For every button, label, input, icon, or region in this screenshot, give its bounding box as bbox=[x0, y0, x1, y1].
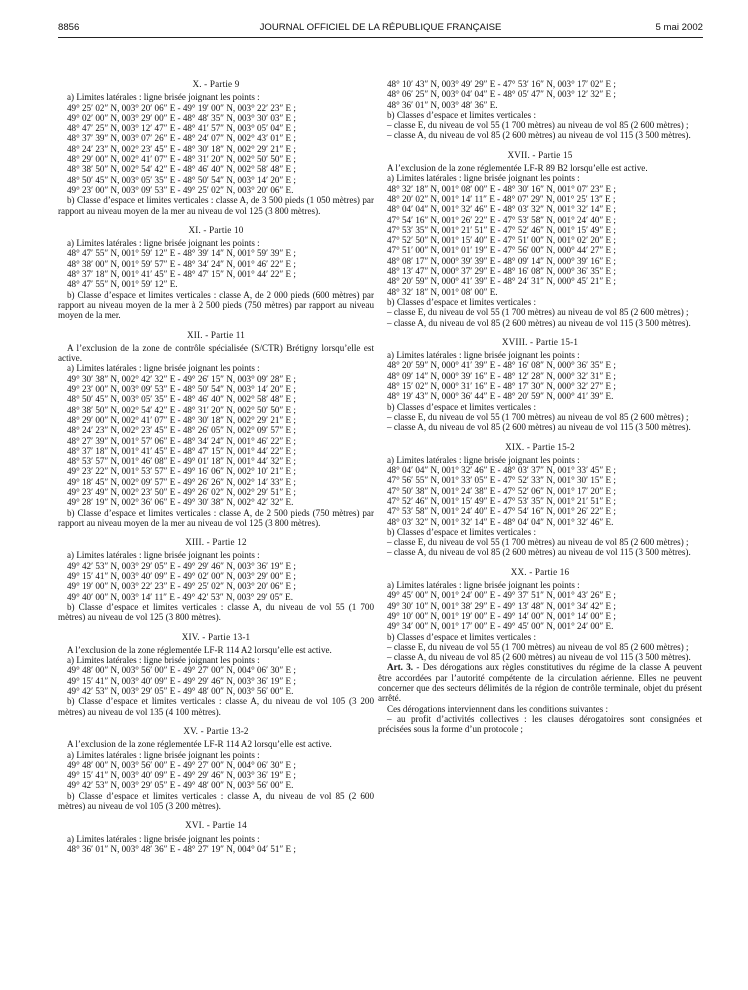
paragraph: b) Classe d’espace et limites verticales : classe A, du niveau de vol 105 (3 200 mètres) au niveau de vol 135 (4 100 mètres). bbox=[58, 696, 374, 717]
text-line: 49° 25′ 02″ N, 003° 20′ 06″ E - 49° 19′ 00″ N, 003° 22′ 23″ E ; bbox=[67, 102, 296, 113]
text-line: 49° 23′ 00″ N, 003° 09′ 53″ E - 48° 50′ 54″ N, 003° 14′ 20″ E ; bbox=[67, 384, 296, 395]
text-line: b) Classes d’espace et limites verticales : bbox=[387, 526, 536, 537]
text-line: 48° 06′ 25″ N, 003° 04′ 04″ E - 48° 05′ 47″ N, 003° 12′ 32″ E ; bbox=[387, 89, 616, 100]
text-line: 49° 18′ 45″ N, 002° 09′ 57″ E - 49° 26′ 26″ N, 002° 14′ 33″ E ; bbox=[67, 476, 296, 487]
paragraph: – classe E, du niveau de vol 55 (1 700 mètres) au niveau de vol 85 (2 600 mètres) ; bbox=[387, 537, 689, 548]
right-column bbox=[378, 79, 702, 735]
text-line: 49° 15′ 41″ N, 003° 40′ 09″ E - 49° 29′ 46″ N, 003° 36′ 19″ E ; bbox=[67, 770, 296, 781]
paragraph: – classe A, du niveau de vol 85 (2 600 mètres) au niveau de vol 115 (3 500 mètres). bbox=[387, 422, 691, 433]
text-line: a) Limites latérales : ligne brisée joignant les points : bbox=[67, 92, 260, 103]
text-line: 48° 53′ 57″ N, 001° 46′ 08″ E - 49° 01′ 18″ N, 001° 44′ 32″ E ; bbox=[67, 456, 296, 467]
text-line: 48° 32′ 18″ N, 001° 08′ 00″ E - 48° 30′ 16″ N, 001° 07′ 23″ E ; bbox=[387, 183, 616, 194]
text-line: a) Limites latérales : ligne brisée joignant les points : bbox=[387, 580, 580, 591]
text-line: 49° 30′ 10″ N, 001° 38′ 29″ E - 49° 13′ 48″ N, 001° 34′ 42″ E ; bbox=[387, 600, 616, 611]
paragraph: b) Classe d’espace et limites verticales : classe A, de 2 000 pieds (600 mètres) par rapport au niveau moyen de la mer à 2 500 pieds (750 mètres) par rapport au niveau moyen de la mer. bbox=[58, 289, 374, 321]
paragraph: A l’exclusion de la zone réglementée LF-R 114 A2 lorsqu’elle est active. bbox=[67, 739, 332, 750]
text-line: 48° 36′ 01″ N, 003° 48′ 36″ E - 48° 27′ 19″ N, 004° 04′ 51″ E ; bbox=[67, 843, 296, 854]
section-title: XIV. - Partie 13-1 bbox=[181, 631, 251, 642]
section-title: XV. - Partie 13-2 bbox=[183, 725, 249, 736]
journal-title: JOURNAL OFFICIEL DE LA RÉPUBLIQUE FRANÇAISE bbox=[259, 22, 502, 33]
paragraph: – classe A, du niveau de vol 85 (2 600 mètres) au niveau de vol 115 (3 500 mètres). bbox=[387, 652, 691, 663]
text-line: 49° 42′ 53″ N, 003° 29′ 05″ E - 49° 48′ 00″ N, 003° 56′ 00″ E. bbox=[67, 780, 294, 791]
text-line: 49° 42′ 53″ N, 003° 29′ 05″ E - 49° 29′ 46″ N, 003° 36′ 19″ E ; bbox=[67, 560, 296, 571]
text-line: 47° 56′ 55″ N, 001° 33′ 05″ E - 47° 52′ 33″ N, 001° 30′ 15″ E ; bbox=[387, 475, 616, 486]
text-line: 49° 28′ 19″ N, 002° 36′ 06″ E - 49° 30′ 38″ N, 002° 42′ 32″ E. bbox=[67, 497, 294, 508]
header-rule bbox=[58, 37, 703, 38]
text-line: 48° 50′ 45″ N, 003° 05′ 35″ E - 48° 46′ 40″ N, 002° 58′ 48″ E ; bbox=[67, 394, 296, 405]
text-line: 48° 15′ 02″ N, 000° 31′ 16″ E - 48° 17′ 30″ N, 000° 32′ 27″ E ; bbox=[387, 381, 616, 392]
text-line: 49° 30′ 38″ N, 002° 42′ 32″ E - 49° 26′ 15″ N, 003° 09′ 28″ E ; bbox=[67, 373, 296, 384]
text-line: a) Limites latérales : ligne brisée joignant les points : bbox=[387, 454, 580, 465]
paragraph: Ces dérogations interviennent dans les conditions suivantes : bbox=[387, 703, 608, 714]
text-line: 48° 13′ 47″ N, 000° 37′ 29″ E - 48° 16′ 08″ N, 000° 36′ 35″ E ; bbox=[387, 266, 616, 277]
left-column bbox=[58, 79, 374, 854]
text-line: 48° 09′ 14″ N, 000° 39′ 16″ E - 48° 12′ 28″ N, 000° 32′ 31″ E ; bbox=[387, 370, 616, 381]
text-line: 48° 29′ 00″ N, 002° 41′ 07″ E - 48° 31′ 20″ N, 002° 50′ 50″ E ; bbox=[67, 154, 296, 165]
section-title: XX. - Partie 16 bbox=[510, 566, 570, 577]
text-line: 48° 47′ 55″ N, 001° 59′ 12″ E. bbox=[67, 279, 178, 290]
paragraph: – classe E, du niveau de vol 55 (1 700 mètres) au niveau de vol 85 (2 600 mètres) ; bbox=[387, 641, 689, 652]
section-title: XVII. - Partie 15 bbox=[507, 149, 573, 160]
text-line: a) Limites latérales : ligne brisée joignant les points : bbox=[67, 749, 260, 760]
text-line: 48° 47′ 25″ N, 003° 12′ 47″ E - 48° 41′ 57″ N, 003° 05′ 04″ E ; bbox=[67, 123, 296, 134]
text-line: a) Limites latérales : ligne brisée joignant les points : bbox=[67, 363, 260, 374]
text-line: 48° 38′ 00″ N, 001° 59′ 57″ E - 48° 34′ 24″ N, 001° 46′ 22″ E ; bbox=[67, 258, 296, 269]
text-line: 48° 20′ 59″ N, 000° 41′ 39″ E - 48° 16′ 08″ N, 000° 36′ 35″ E ; bbox=[387, 360, 616, 371]
text-line: 47° 53′ 58″ N, 001° 24′ 40″ E - 47° 54′ 16″ N, 001° 26′ 22″ E ; bbox=[387, 506, 616, 517]
text-line: 49° 45′ 00″ N, 001° 24′ 00″ E - 49° 37′ 51″ N, 001° 43′ 26″ E ; bbox=[387, 590, 616, 601]
text-line: b) Classes d’espace et limites verticales : bbox=[387, 109, 536, 120]
paragraph: b) Classe d’espace et limites verticales : classe A, de 3 500 pieds (1 050 mètres) par rapport au niveau moyen de la mer au niveau de vol 125 (3 800 mètres). bbox=[58, 195, 374, 216]
text-line: 48° 37′ 39″ N, 003° 07′ 26″ E - 48° 24′ 07″ N, 002° 43′ 01″ E ; bbox=[67, 133, 296, 144]
text-line: 48° 10′ 43″ N, 003° 49′ 29″ E - 47° 53′ 16″ N, 003° 17′ 02″ E ; bbox=[387, 79, 616, 89]
text-line: 48° 36′ 01″ N, 003° 48′ 36″ E. bbox=[387, 99, 498, 110]
article-label: Art. 3. bbox=[387, 662, 414, 673]
text-line: 48° 08′ 17″ N, 000° 39′ 39″ E - 48° 09′ 14″ N, 000° 39′ 16″ E ; bbox=[387, 255, 616, 266]
text-line: 48° 32′ 18″ N, 001° 08′ 00″ E. bbox=[387, 286, 498, 297]
text-line: 49° 23′ 00″ N, 003° 09′ 53″ E - 49° 25′ 02″ N, 003° 20′ 06″ E. bbox=[67, 184, 294, 195]
text-line: 47° 51′ 00″ N, 001° 01′ 19″ E - 47° 56′ 00″ N, 000° 44′ 27″ E ; bbox=[387, 245, 616, 256]
text-line: 48° 50′ 45″ N, 003° 05′ 35″ E - 48° 50′ 54″ N, 003° 14′ 20″ E ; bbox=[67, 174, 296, 185]
paragraph: – classe E, du niveau de vol 55 (1 700 mètres) au niveau de vol 85 (2 600 mètres) ; bbox=[387, 120, 689, 131]
text-line: 49° 10′ 00″ N, 001° 19′ 00″ E - 49° 14′ 00″ N, 001° 14′ 00″ E ; bbox=[387, 610, 616, 621]
section-title: X. - Partie 9 bbox=[192, 79, 240, 89]
text-line: 48° 04′ 04″ N, 001° 32′ 46″ E - 48° 03′ 32″ N, 001° 32′ 14″ E ; bbox=[387, 204, 616, 215]
text-line: 49° 48′ 00″ N, 003° 56′ 00″ E - 49° 27′ 00″ N, 004° 06′ 30″ E ; bbox=[67, 759, 296, 770]
page-number: 8856 bbox=[58, 22, 80, 33]
paragraph: A l’exclusion de la zone réglementée LF-R 89 B2 lorsqu’elle est active. bbox=[387, 163, 648, 174]
text-line: 48° 24′ 23″ N, 002° 23′ 45″ E - 48° 26′ 05″ N, 002° 09′ 57″ E ; bbox=[67, 425, 296, 436]
paragraph: b) Classe d’espace et limites verticales : classe A, du niveau de vol 55 (1 700 mètres) au niveau de vol 125 (3 800 mètres). bbox=[58, 601, 374, 623]
text-line: a) Limites latérales : ligne brisée joignant les points : bbox=[387, 350, 580, 361]
section-title: XIX. - Partie 15-2 bbox=[505, 441, 575, 452]
article-paragraph bbox=[378, 662, 702, 703]
text-line: 49° 34′ 00″ N, 001° 17′ 00″ E - 49° 45′ 00″ N, 001° 24′ 00″ E. bbox=[387, 621, 614, 632]
text-line: 48° 37′ 18″ N, 001° 41′ 45″ E - 48° 47′ 15″ N, 001° 44′ 22″ E ; bbox=[67, 445, 296, 456]
text-line: 47° 52′ 50″ N, 001° 15′ 40″ E - 47° 51′ 00″ N, 001° 02′ 20″ E ; bbox=[387, 235, 616, 246]
text-line: b) Classes d’espace et limites verticales : bbox=[387, 631, 536, 642]
paragraph: – classe E, du niveau de vol 55 (1 700 mètres) au niveau de vol 85 (2 600 mètres) ; bbox=[387, 307, 689, 318]
text-line: 49° 15′ 41″ N, 003° 40′ 09″ E - 49° 29′ 46″ N, 003° 36′ 19″ E ; bbox=[67, 675, 296, 686]
text-line: 48° 03′ 32″ N, 001° 32′ 14″ E - 48° 04′ 04″ N, 001° 32′ 46″ E. bbox=[387, 516, 614, 527]
text-line: a) Limites latérales : ligne brisée joignant les points : bbox=[387, 173, 580, 184]
text-line: 48° 38′ 50″ N, 002° 54′ 42″ E - 48° 31′ 20″ N, 002° 50′ 50″ E ; bbox=[67, 404, 296, 415]
text-line: a) Limites latérales : ligne brisée joignant les points : bbox=[67, 550, 260, 561]
text-line: a) Limites latérales : ligne brisée joignant les points : bbox=[67, 833, 260, 844]
text-line: 48° 37′ 18″ N, 001° 41′ 45″ E - 48° 47′ 15″ N, 001° 44′ 22″ E ; bbox=[67, 269, 296, 280]
text-line: 49° 48′ 00″ N, 003° 56′ 00″ E - 49° 27′ 00″ N, 004° 06′ 30″ E ; bbox=[67, 665, 296, 676]
text-line: 48° 20′ 59″ N, 000° 41′ 39″ E - 48° 24′ 31″ N, 000° 45′ 21″ E ; bbox=[387, 276, 616, 287]
paragraph: – classe A, du niveau de vol 85 (2 600 mètres) au niveau de vol 115 (3 500 mètres). bbox=[387, 130, 691, 141]
text-line: b) Classes d’espace et limites verticales : bbox=[387, 401, 536, 412]
section-title: XVI. - Partie 14 bbox=[185, 820, 247, 831]
paragraph: – classe A, du niveau de vol 85 (2 600 mètres) au niveau de vol 115 (3 500 mètres). bbox=[387, 547, 691, 558]
text-line: b) Classes d’espace et limites verticales : bbox=[387, 296, 536, 307]
text-line: a) Limites latérales : ligne brisée joignant les points : bbox=[67, 238, 260, 249]
paragraph: A l’exclusion de la zone réglementée LF-R 114 A2 lorsqu’elle est active. bbox=[67, 644, 332, 655]
paragraph: – classe A, du niveau de vol 85 (2 600 mètres) au niveau de vol 115 (3 500 mètres). bbox=[387, 317, 691, 328]
text-line: 48° 04′ 04″ N, 001° 32′ 46″ E - 48° 03′ 37″ N, 001° 33′ 45″ E ; bbox=[387, 465, 616, 476]
text-line: 48° 29′ 00″ N, 002° 41′ 07″ E - 48° 30′ 18″ N, 002° 29′ 21″ E ; bbox=[67, 414, 296, 425]
text-line: 47° 50′ 38″ N, 001° 24′ 38″ E - 47° 52′ 06″ N, 001° 17′ 20″ E ; bbox=[387, 485, 616, 496]
paragraph: A l’exclusion de la zone de contrôle spécialisée (S/CTR) Brétigny lorsqu’elle est active. bbox=[58, 342, 374, 364]
paragraph: – classe E, du niveau de vol 55 (1 700 mètres) au niveau de vol 85 (2 600 mètres) ; bbox=[387, 411, 689, 422]
publication-date: 5 mai 2002 bbox=[655, 22, 703, 33]
text-line: a) Limites latérales : ligne brisée joignant les points : bbox=[67, 655, 260, 666]
section-title: XI. - Partie 10 bbox=[188, 224, 244, 235]
text-line: 48° 20′ 02″ N, 001° 14′ 11″ E - 48° 07′ 29″ N, 001° 25′ 13″ E ; bbox=[387, 193, 616, 204]
text-line: 49° 02′ 00″ N, 003° 29′ 00″ E - 48° 48′ 35″ N, 003° 30′ 03″ E ; bbox=[67, 112, 296, 123]
text-line: 49° 23′ 22″ N, 001° 53′ 57″ E - 49° 16′ 06″ N, 002° 10′ 21″ E ; bbox=[67, 466, 296, 477]
text-line: 48° 47′ 55″ N, 001° 59′ 12″ E - 48° 39′ 14″ N, 001° 59′ 39″ E ; bbox=[67, 248, 296, 259]
paragraph: – au profit d’activités collectives : les clauses dérogatoires sont consignées et précisées sous la forme d’un protocole ; bbox=[378, 713, 702, 735]
text-line: 49° 40′ 00″ N, 003° 14′ 11″ E - 49° 42′ 53″ N, 003° 29′ 05″ E. bbox=[67, 591, 294, 602]
text-line: 49° 23′ 49″ N, 002° 23′ 50″ E - 49° 26′ 02″ N, 002° 29′ 51″ E ; bbox=[67, 486, 296, 497]
text-line: 49° 19′ 00″ N, 003° 22′ 23″ E - 49° 25′ 02″ N, 003° 20′ 06″ E ; bbox=[67, 581, 296, 592]
section-title: XIII. - Partie 12 bbox=[185, 537, 247, 548]
text-line: 48° 38′ 50″ N, 002° 54′ 42″ E - 48° 46′ 40″ N, 002° 58′ 48″ E ; bbox=[67, 164, 296, 175]
section-title: XII. - Partie 11 bbox=[187, 329, 245, 340]
text-line: 49° 42′ 53″ N, 003° 29′ 05″ E - 49° 48′ 00″ N, 003° 56′ 00″ E. bbox=[67, 686, 294, 697]
text-line: 48° 24′ 23″ N, 002° 23′ 45″ E - 48° 30′ 18″ N, 002° 29′ 21″ E ; bbox=[67, 143, 296, 154]
paragraph: b) Classe d’espace et limites verticales : classe A, du niveau de vol 85 (2 600 mètres) au niveau de vol 105 (3 200 mètres). bbox=[58, 790, 374, 811]
text-line: 49° 15′ 41″ N, 003° 40′ 09″ E - 49° 02′ 00″ N, 003° 29′ 00″ E ; bbox=[67, 571, 296, 582]
text-line: 47° 52′ 46″ N, 001° 15′ 49″ E - 47° 53′ 35″ N, 001° 21′ 51″ E ; bbox=[387, 495, 616, 506]
text-line: 48° 27′ 39″ N, 001° 57′ 06″ E - 48° 34′ 24″ N, 001° 46′ 22″ E ; bbox=[67, 435, 296, 446]
article-text: - Des dérogations aux règles constitutives du régime de la classe A peuvent être accordées par l’autorité compétente de la circulation aérienne. Elles ne peuvent concerner que des secteurs délimités de la région de contrôle terminale, objet du présent arrêté. bbox=[378, 662, 702, 704]
text-line: 47° 53′ 35″ N, 001° 21′ 51″ E - 47° 52′ 46″ N, 001° 15′ 49″ E ; bbox=[387, 224, 616, 235]
paragraph: b) Classe d’espace et limites verticales : classe A, de 2 500 pieds (750 mètres) par rapport au niveau moyen de la mer au niveau de vol 125 (3 800 mètres). bbox=[58, 507, 374, 528]
page-header bbox=[58, 22, 703, 38]
section-title: XVIII. - Partie 15-1 bbox=[501, 336, 579, 347]
text-line: 48° 19′ 43″ N, 000° 36′ 44″ E - 48° 20′ 59″ N, 000° 41′ 39″ E. bbox=[387, 391, 614, 402]
text-line: 47° 54′ 16″ N, 001° 26′ 22″ E - 47° 53′ 58″ N, 001° 24′ 40″ E ; bbox=[387, 214, 616, 225]
